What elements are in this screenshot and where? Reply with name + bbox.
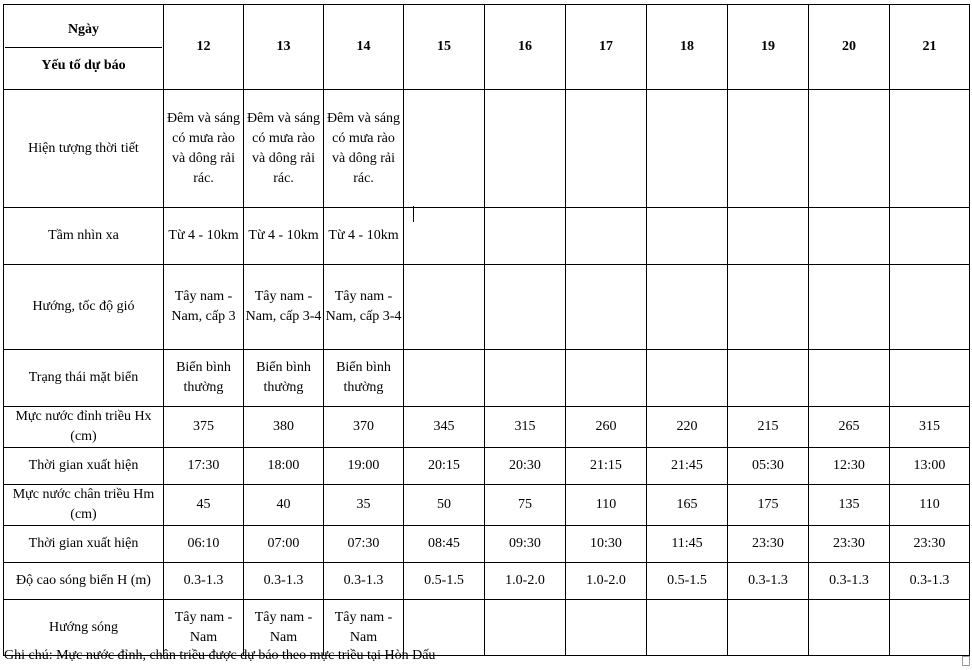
table-cell[interactable] — [728, 208, 809, 265]
table-row — [4, 265, 970, 350]
table-cell[interactable] — [728, 265, 809, 350]
date-label: Ngày — [5, 12, 162, 48]
table-cell[interactable]: Biển bình thường — [164, 350, 244, 407]
table-cell[interactable]: 06:10 — [164, 526, 244, 563]
table-cell[interactable]: 315 — [485, 407, 566, 448]
table-cell[interactable]: Tây nam - Nam, cấp 3 — [164, 265, 244, 350]
table-cell[interactable]: 75 — [485, 485, 566, 526]
table-cell[interactable]: 09:30 — [485, 526, 566, 563]
row-label: Hướng sóng — [4, 600, 164, 656]
row-label: Mực nước đỉnh triều Hx (cm) — [4, 407, 164, 448]
table-cell[interactable]: 110 — [890, 485, 970, 526]
table-cell[interactable] — [485, 600, 566, 656]
table-cell[interactable] — [404, 350, 485, 407]
row-label: Tầm nhìn xa — [4, 208, 164, 265]
table-cell[interactable]: Đêm và sáng có mưa rào và dông rải rác. — [244, 90, 324, 208]
table-cell[interactable]: 21:45 — [647, 448, 728, 485]
table-row — [4, 407, 970, 448]
table-cell[interactable] — [647, 208, 728, 265]
table-cell[interactable]: 0.3-1.3 — [728, 563, 809, 600]
table-cell[interactable]: 12:30 — [809, 448, 890, 485]
table-cell[interactable]: 380 — [244, 407, 324, 448]
table-cell[interactable] — [809, 90, 890, 208]
table-cell[interactable]: 110 — [566, 485, 647, 526]
table-cell[interactable] — [728, 90, 809, 208]
day-header: 12 — [164, 5, 244, 90]
table-cell[interactable] — [890, 265, 970, 350]
day-header: 16 — [485, 5, 566, 90]
table-cell[interactable]: 07:30 — [324, 526, 404, 563]
table-cell[interactable]: 13:00 — [890, 448, 970, 485]
table-cell[interactable] — [728, 350, 809, 407]
table-cell[interactable] — [485, 90, 566, 208]
row-label: Thời gian xuất hiện — [4, 526, 164, 563]
table-cell[interactable]: 23:30 — [728, 526, 809, 563]
table-cell[interactable] — [404, 208, 485, 265]
table-cell[interactable]: 165 — [647, 485, 728, 526]
day-header: 18 — [647, 5, 728, 90]
table-cell[interactable] — [485, 350, 566, 407]
table-cell[interactable]: 220 — [647, 407, 728, 448]
day-header: 19 — [728, 5, 809, 90]
table-cell[interactable]: 19:00 — [324, 448, 404, 485]
table-cell[interactable]: 20:30 — [485, 448, 566, 485]
table-cell[interactable]: Tây nam - Nam — [324, 600, 404, 656]
row-label: Hướng, tốc độ gió — [4, 265, 164, 350]
table-row — [4, 448, 970, 485]
table-cell[interactable] — [566, 350, 647, 407]
table-cell[interactable]: Tây nam - Nam — [244, 600, 324, 656]
table-cell[interactable] — [647, 90, 728, 208]
table-cell[interactable]: 35 — [324, 485, 404, 526]
table-cell[interactable] — [890, 90, 970, 208]
table-cell[interactable] — [647, 600, 728, 656]
table-cell[interactable]: 370 — [324, 407, 404, 448]
table-row — [4, 350, 970, 407]
table-cell[interactable] — [566, 600, 647, 656]
table-cell[interactable]: Từ 4 - 10km — [164, 208, 244, 265]
table-cell[interactable]: 40 — [244, 485, 324, 526]
table-cell[interactable] — [566, 90, 647, 208]
day-header: 14 — [324, 5, 404, 90]
table-cell[interactable] — [566, 265, 647, 350]
table-row — [4, 526, 970, 563]
table-cell[interactable]: 18:00 — [244, 448, 324, 485]
table-cell[interactable]: 0.3-1.3 — [244, 563, 324, 600]
table-cell[interactable] — [404, 265, 485, 350]
table-cell[interactable]: 0.3-1.3 — [809, 563, 890, 600]
table-cell[interactable] — [890, 350, 970, 407]
table-cell[interactable]: 215 — [728, 407, 809, 448]
table-cell[interactable] — [890, 600, 970, 656]
table-cell[interactable]: 20:15 — [404, 448, 485, 485]
table-cell[interactable]: Đêm và sáng có mưa rào và dông rải rác. — [324, 90, 404, 208]
table-cell[interactable] — [728, 600, 809, 656]
table-cell[interactable]: Từ 4 - 10km — [324, 208, 404, 265]
table-cell[interactable]: Tây nam - Nam — [164, 600, 244, 656]
table-cell[interactable] — [809, 600, 890, 656]
table-cell[interactable]: 23:30 — [890, 526, 970, 563]
header-corner-cell — [4, 5, 164, 90]
table-cell[interactable]: Tây nam - Nam, cấp 3-4 — [244, 265, 324, 350]
table-row — [4, 90, 970, 208]
table-cell[interactable] — [647, 350, 728, 407]
table-cell[interactable]: 17:30 — [164, 448, 244, 485]
table-cell[interactable]: 135 — [809, 485, 890, 526]
row-label: Hiện tượng thời tiết — [4, 90, 164, 208]
table-cell[interactable]: 375 — [164, 407, 244, 448]
row-label: Mực nước chân triều Hm (cm) — [4, 485, 164, 526]
table-cell[interactable]: 265 — [809, 407, 890, 448]
table-cell[interactable]: 21:15 — [566, 448, 647, 485]
table-cell[interactable]: 345 — [404, 407, 485, 448]
table-cell[interactable]: 50 — [404, 485, 485, 526]
table-cell[interactable]: 10:30 — [566, 526, 647, 563]
table-cell[interactable]: 0.5-1.5 — [404, 563, 485, 600]
table-cell[interactable] — [890, 208, 970, 265]
table-cell[interactable]: Biển bình thường — [324, 350, 404, 407]
table-cell[interactable]: 23:30 — [809, 526, 890, 563]
table-cell[interactable] — [647, 265, 728, 350]
table-cell[interactable]: 05:30 — [728, 448, 809, 485]
element-label: Yếu tố dự báo — [41, 57, 126, 73]
text-cursor — [413, 206, 414, 222]
table-cell[interactable] — [485, 208, 566, 265]
table-row — [4, 208, 970, 265]
table-cell[interactable]: 175 — [728, 485, 809, 526]
table-cell[interactable]: 0.3-1.3 — [324, 563, 404, 600]
table-cell[interactable] — [485, 265, 566, 350]
row-label: Thời gian xuất hiện — [4, 448, 164, 485]
day-header: 17 — [566, 5, 647, 90]
table-cell[interactable]: Tây nam - Nam, cấp 3-4 — [324, 265, 404, 350]
day-header: 13 — [244, 5, 324, 90]
table-cell[interactable]: 1.0-2.0 — [485, 563, 566, 600]
table-cell[interactable] — [809, 265, 890, 350]
table-cell[interactable]: Biển bình thường — [244, 350, 324, 407]
table-cell[interactable]: 315 — [890, 407, 970, 448]
table-cell[interactable]: 45 — [164, 485, 244, 526]
table-cell[interactable]: 260 — [566, 407, 647, 448]
table-cell[interactable]: 0.5-1.5 — [647, 563, 728, 600]
footnote: Ghi chú: Mực nước đỉnh, chân triều được dự báo theo mực triều tại Hòn Dấu — [4, 648, 436, 663]
table-row — [4, 563, 970, 600]
table-cell[interactable]: 11:45 — [647, 526, 728, 563]
table-cell[interactable]: Đêm và sáng có mưa rào và dông rải rác. — [164, 90, 244, 208]
day-header: 21 — [890, 5, 970, 90]
table-cell[interactable] — [809, 208, 890, 265]
table-cell[interactable]: 0.3-1.3 — [890, 563, 970, 600]
forecast-table — [3, 4, 970, 656]
table-cell[interactable]: Từ 4 - 10km — [244, 208, 324, 265]
table-cell[interactable] — [809, 350, 890, 407]
resize-handle-icon — [962, 656, 970, 666]
table-row — [4, 485, 970, 526]
table-cell[interactable]: 1.0-2.0 — [566, 563, 647, 600]
table-cell[interactable]: 0.3-1.3 — [164, 563, 244, 600]
table-cell[interactable] — [566, 208, 647, 265]
table-cell[interactable]: 08:45 — [404, 526, 485, 563]
table-cell[interactable] — [404, 90, 485, 208]
header-row — [4, 5, 970, 90]
row-label: Độ cao sóng biển H (m) — [4, 563, 164, 600]
table-cell[interactable]: 07:00 — [244, 526, 324, 563]
day-header: 20 — [809, 5, 890, 90]
row-label: Trạng thái mặt biển — [4, 350, 164, 407]
day-header: 15 — [404, 5, 485, 90]
